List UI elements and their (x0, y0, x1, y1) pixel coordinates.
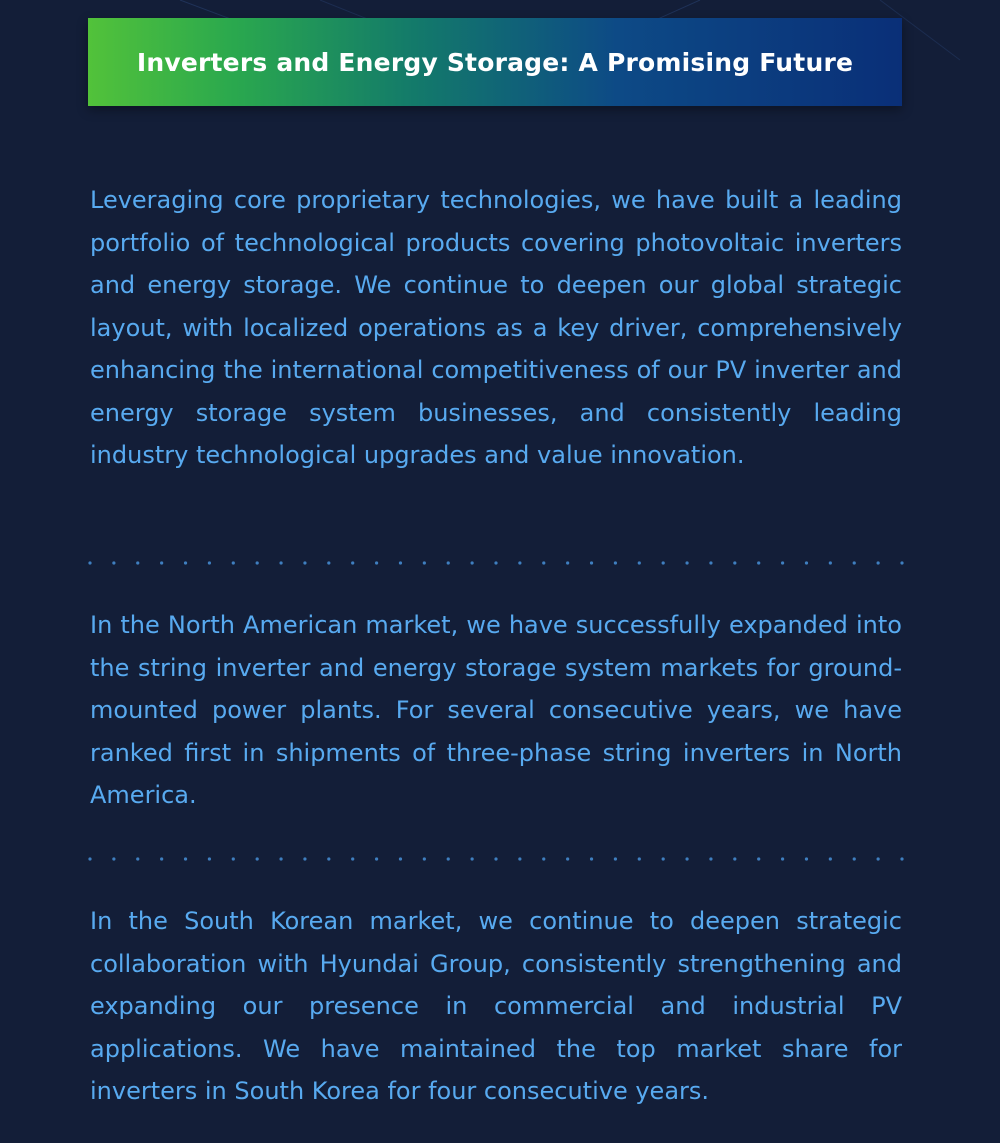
paragraph-south-korea: In the South Korean market, we continue to deepen strategic collaboration with Hyundai Group, consistently strengthening and expanding our presence in commercial and industrial PV applications. We have maintained the top market share for inverters in South Korea for four consecutive years. (90, 907, 902, 1105)
divider-dot (566, 561, 569, 564)
divider-dot (351, 561, 354, 564)
divider-dot (88, 561, 91, 564)
divider-dot (160, 857, 163, 860)
divider-dot (590, 561, 593, 564)
divider-dot (112, 561, 115, 564)
divider-dot (829, 561, 832, 564)
divider-dot (303, 561, 306, 564)
divider-dot (685, 857, 688, 860)
divider-dot (662, 857, 665, 860)
divider-dot (160, 561, 163, 564)
divider-dot (184, 857, 187, 860)
divider-dot (877, 561, 880, 564)
divider-dot (614, 561, 617, 564)
divider-dot (256, 857, 259, 860)
dotted-divider (86, 558, 904, 568)
divider-dot (518, 857, 521, 860)
divider-dot (256, 561, 259, 564)
divider-dot (781, 857, 784, 860)
divider-dot (542, 561, 545, 564)
divider-dot (112, 857, 115, 860)
divider-dot (614, 857, 617, 860)
divider-dot (638, 561, 641, 564)
divider-dot (638, 857, 641, 860)
paragraph-portfolio: Leveraging core proprietary technologies, we have built a leading portfolio of technological products covering photovoltaic inverters and energy storage. We continue to deepen our global strategic layout, with localized operations as a key driver, comprehensively enhancing the international competitiveness of our PV inverter and energy storage system businesses, and consistently leading industry technological upgrades and value innovation. (90, 186, 902, 469)
divider-dot (494, 561, 497, 564)
divider-dot (805, 857, 808, 860)
divider-dot (208, 857, 211, 860)
divider-dot (399, 857, 402, 860)
divider-dot (184, 561, 187, 564)
divider-dot (542, 857, 545, 860)
divider-dot (423, 561, 426, 564)
divider-dot (709, 857, 712, 860)
divider-dot (709, 561, 712, 564)
divider-dot (423, 857, 426, 860)
divider-dot (208, 561, 211, 564)
divider-dot (566, 857, 569, 860)
divider-dot (327, 561, 330, 564)
divider-dot (447, 857, 450, 860)
divider-dot (757, 561, 760, 564)
divider-dot (351, 857, 354, 860)
divider-dot (303, 857, 306, 860)
divider-dot (877, 857, 880, 860)
divider-dot (733, 857, 736, 860)
divider-dot (279, 561, 282, 564)
divider-dot (136, 857, 139, 860)
divider-dot (805, 561, 808, 564)
divider-dot (232, 857, 235, 860)
divider-dot (781, 561, 784, 564)
divider-dot (279, 857, 282, 860)
divider-dot (88, 857, 91, 860)
divider-dot (447, 561, 450, 564)
divider-dot (900, 857, 903, 860)
page-title: Inverters and Energy Storage: A Promising Future (136, 47, 854, 77)
divider-dot (853, 857, 856, 860)
divider-dot (232, 561, 235, 564)
paragraph-north-america: In the North American market, we have successfully expanded into the string inverter and energy storage system markets for ground-mounted power plants. For several consecutive years, we have ranked first in shipments of three-phase string inverters in North America. (90, 611, 902, 809)
dotted-divider (86, 854, 904, 864)
divider-dot (590, 857, 593, 860)
divider-dot (471, 561, 474, 564)
divider-dot (327, 857, 330, 860)
title-banner (88, 18, 902, 106)
divider-dot (399, 561, 402, 564)
divider-dot (471, 857, 474, 860)
divider-dot (685, 561, 688, 564)
divider-dot (375, 857, 378, 860)
divider-dot (733, 561, 736, 564)
divider-dot (900, 561, 903, 564)
divider-dot (494, 857, 497, 860)
divider-dot (375, 561, 378, 564)
divider-dot (853, 561, 856, 564)
divider-dot (757, 857, 760, 860)
divider-dot (518, 561, 521, 564)
divider-dot (136, 561, 139, 564)
divider-dot (829, 857, 832, 860)
divider-dot (662, 561, 665, 564)
